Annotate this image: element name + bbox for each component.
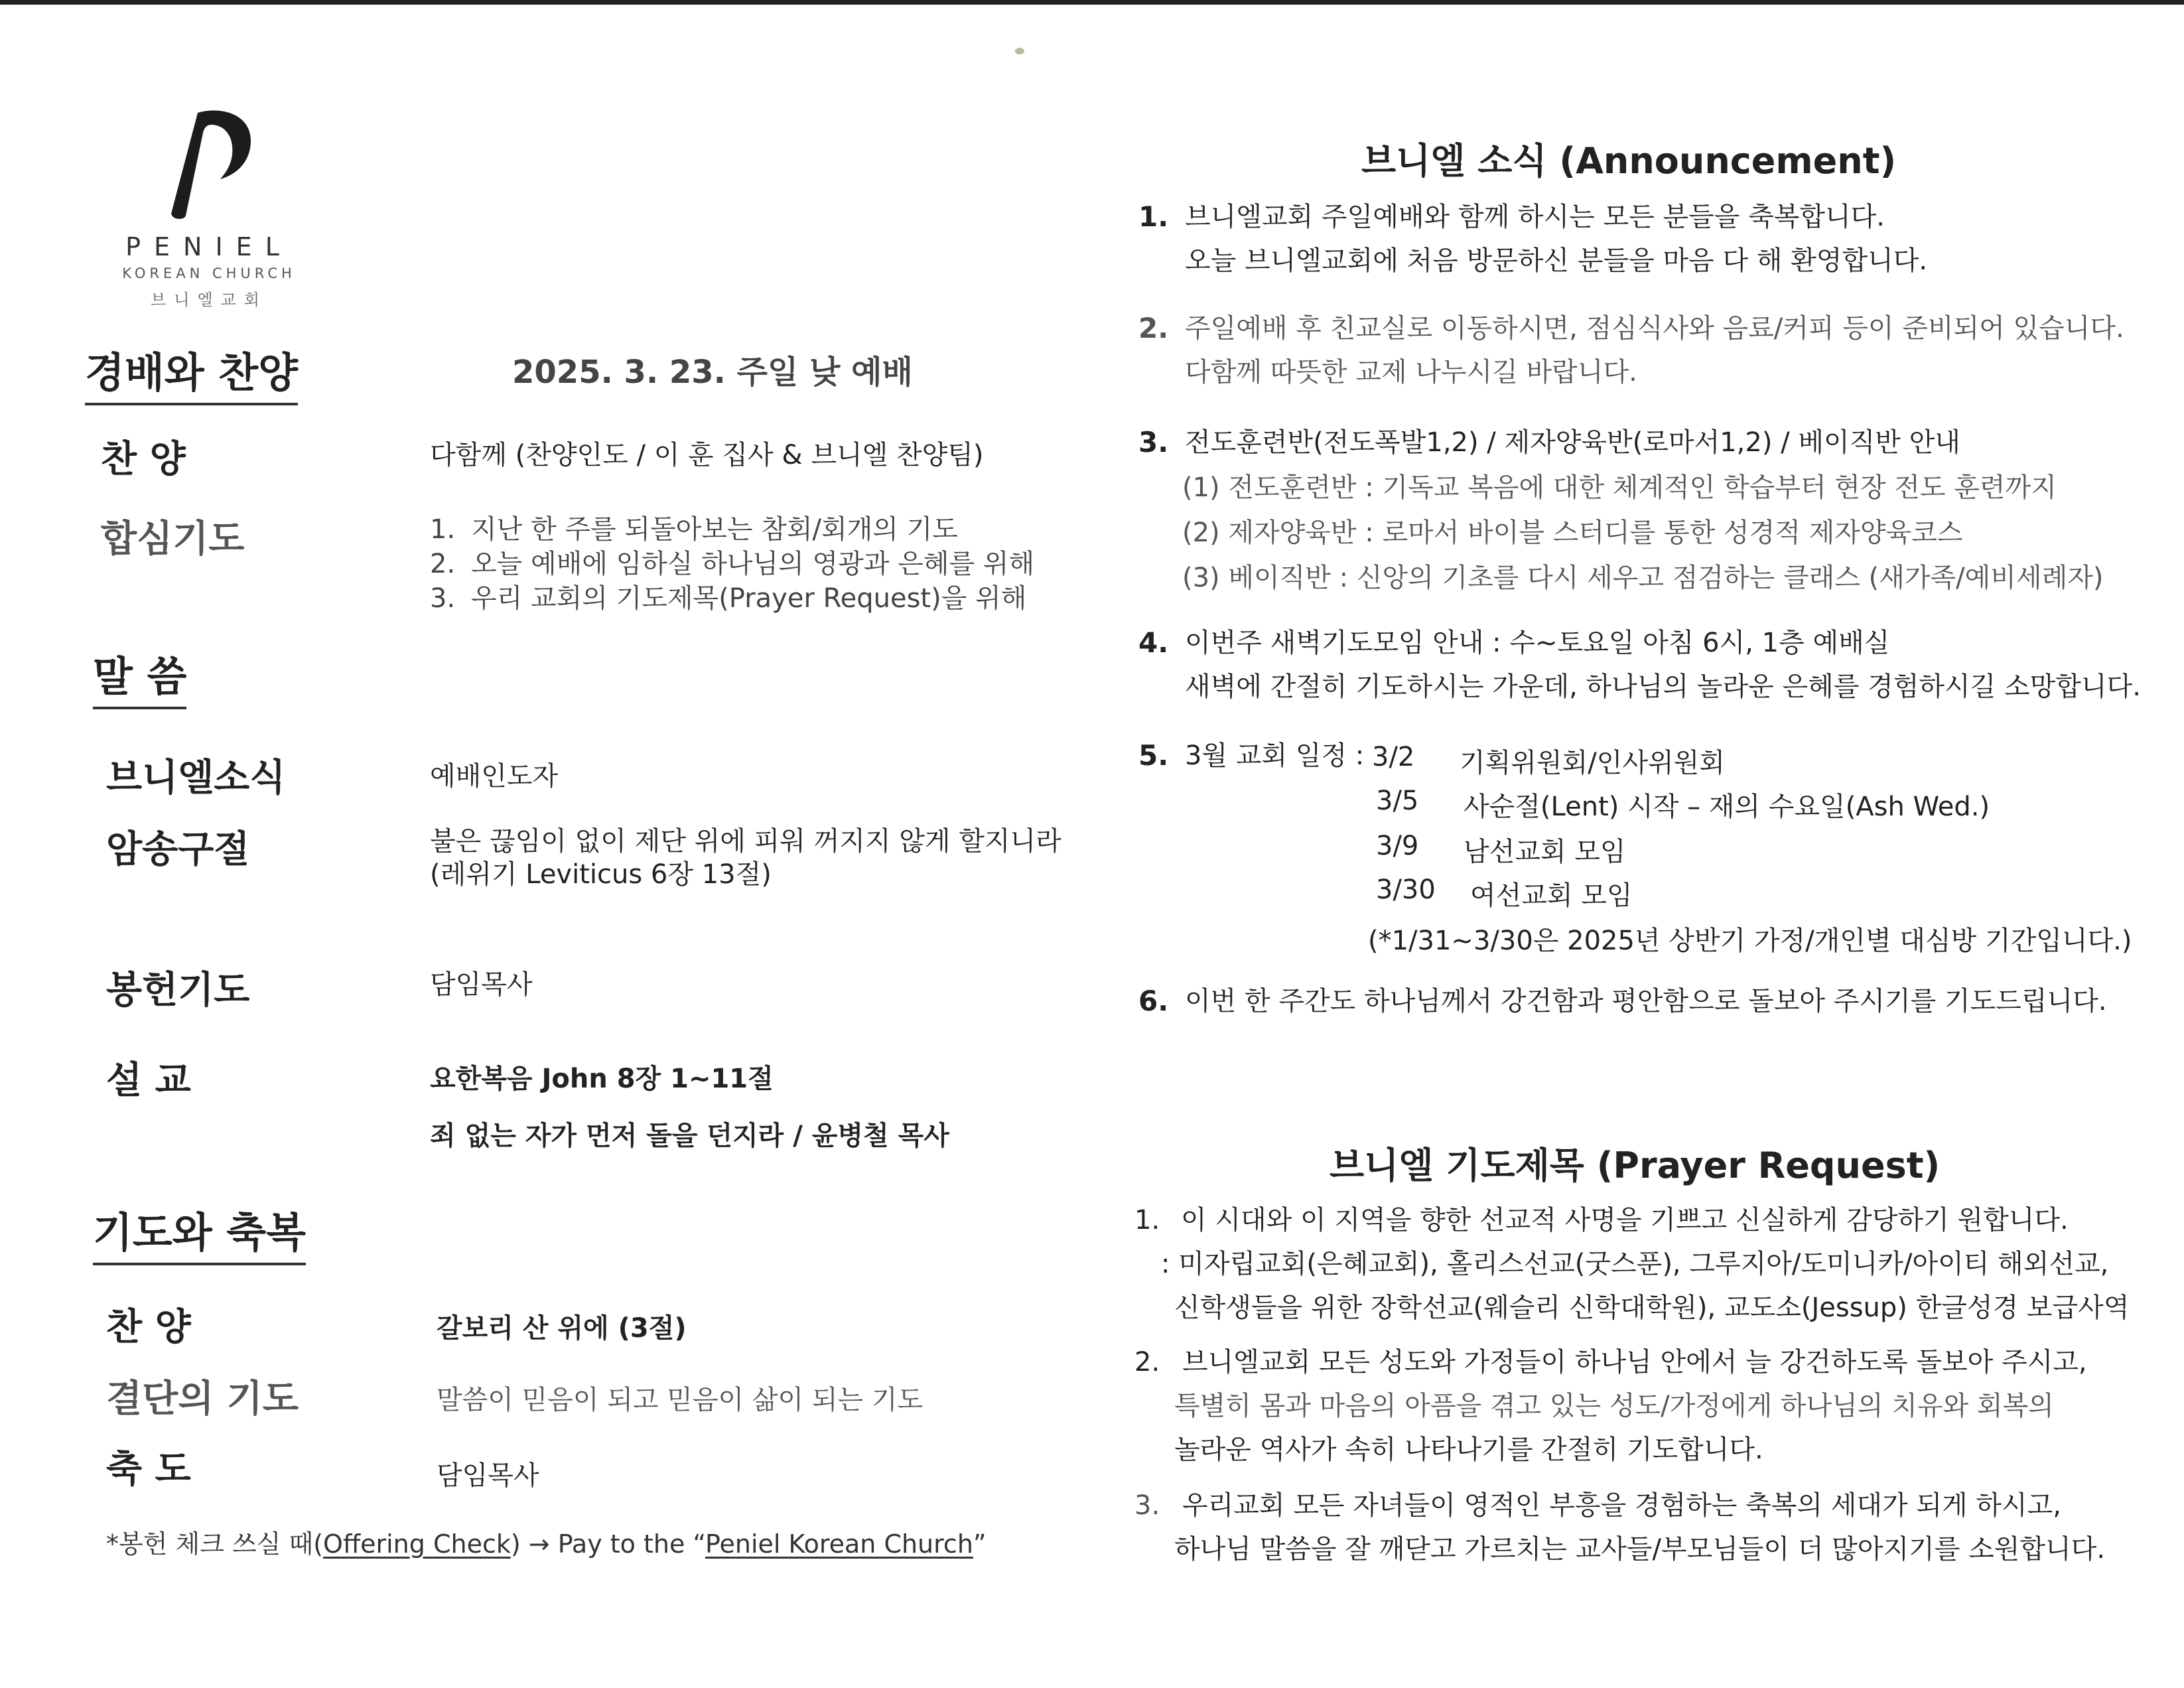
benediction-value: 담임목사 xyxy=(437,1460,539,1491)
offering-prayer-value: 담임목사 xyxy=(430,969,533,1000)
announcement-title: 브니엘 소식 (Announcement) xyxy=(1361,140,1897,182)
offering-check-note: *봉헌 체크 쓰실 때(Offering Check) → Pay to the “Peniel Korean Church” xyxy=(106,1529,987,1559)
news-value: 예배인도자 xyxy=(430,761,559,792)
unison-prayer-list xyxy=(430,512,1034,616)
hymn-value: 갈보리 산 위에 (3절) xyxy=(437,1313,687,1344)
hymn-label: 찬 양 xyxy=(106,1306,191,1349)
paper-speck xyxy=(1015,48,1024,54)
schedule-date: 3/30 xyxy=(1376,875,1436,905)
benediction-label: 축 도 xyxy=(106,1448,191,1491)
schedule-date: 3/9 xyxy=(1376,831,1419,861)
praise-value: 다함께 (찬양인도 / 이 훈 집사 & 브니엘 찬양팀) xyxy=(430,440,984,470)
schedule-event: 여선교회 모임 xyxy=(1470,880,1633,911)
schedule-date: 3/2 xyxy=(1372,742,1415,772)
schedule-note: (*1/31~3/30은 2025년 상반기 가정/개인별 대심방 기간입니다.) xyxy=(1368,926,2132,956)
church-logo xyxy=(113,106,305,312)
schedule-event: 사순절(Lent) 시작 – 재의 수요일(Ash Wed.) xyxy=(1464,792,1990,822)
list-item: 1. 지난 한 주를 되돌아보는 참회/회개의 기도 xyxy=(430,514,958,545)
memory-verse-reference: (레위기 Leviticus 6장 13절) xyxy=(430,859,772,890)
schedule-event: 기획위원회/인사위원회 xyxy=(1460,748,1725,778)
unison-prayer-label: 합심기도 xyxy=(101,518,245,561)
top-edge-line xyxy=(0,0,2184,5)
offering-prayer-label: 봉헌기도 xyxy=(106,969,250,1012)
logo-subtitle: KOREAN CHURCH xyxy=(122,265,296,281)
decision-prayer-label: 결단의 기도 xyxy=(106,1377,299,1421)
section-title-worship: 경배와 찬양 xyxy=(85,340,298,405)
decision-prayer-value: 말씀이 믿음이 되고 믿음이 삶이 되는 기도 xyxy=(437,1385,923,1415)
schedule-event: 남선교회 모임 xyxy=(1464,837,1626,867)
section-title-word: 말 씀 xyxy=(93,644,186,709)
sermon-title: 죄 없는 자가 먼저 돌을 던지라 / 윤병철 목사 xyxy=(430,1121,949,1151)
list-item: 3. 우리 교회의 기도제목(Prayer Request)을 위해 xyxy=(430,583,1027,614)
list-item: 2. 오늘 예배에 임하실 하나님의 영광과 은혜를 위해 xyxy=(430,549,1035,579)
prayer-request-title: 브니엘 기도제목 (Prayer Request) xyxy=(1330,1145,1941,1186)
logo-name: PENIEL xyxy=(125,232,293,261)
peniel-p-logo-icon xyxy=(159,106,259,226)
sermon-reference: 요한복음 John 8장 1~11절 xyxy=(430,1064,774,1094)
praise-label: 찬 양 xyxy=(101,438,186,481)
service-date-title: 2025. 3. 23. 주일 낮 예배 xyxy=(512,354,913,391)
section-title-blessing: 기도와 축복 xyxy=(93,1200,306,1265)
schedule-date: 3/5 xyxy=(1376,786,1419,816)
memory-verse-text: 불은 끊임이 없이 제단 위에 피워 꺼지지 않게 할지니라 xyxy=(430,826,1061,857)
memory-verse-label: 암송구절 xyxy=(106,828,250,871)
news-label: 브니엘소식 xyxy=(106,756,286,800)
logo-korean: 브니엘교회 xyxy=(151,291,267,309)
sermon-label: 설 교 xyxy=(106,1059,191,1102)
